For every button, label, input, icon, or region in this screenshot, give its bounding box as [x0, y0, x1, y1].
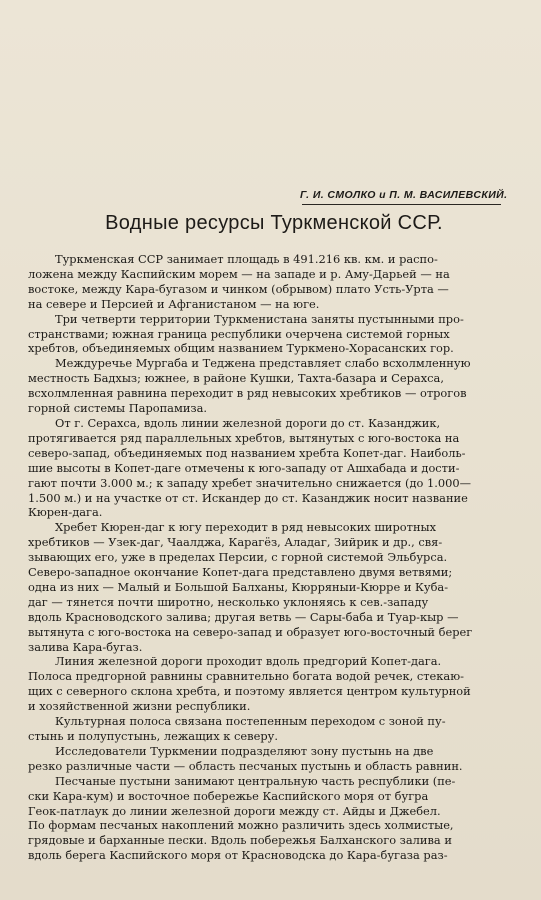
text-line: ложена между Каспийским морем — на западе и р. Аму-Дарьей — на	[28, 266, 450, 281]
paragraph	[28, 714, 520, 744]
article-body	[28, 252, 520, 863]
text-line: резко различные части — область песчаных пустынь и область равнин.	[28, 758, 463, 773]
text-line: залива Кара-бугаз.	[28, 639, 143, 654]
text-line: Северо-западное окончание Копет-дага представлено двумя ветвями;	[28, 565, 453, 580]
text-line: вытянута с юго-востока на северо-запад и образует юго-восточный берег	[28, 624, 473, 639]
text-line: странствами; южная граница республики очерчена системой горных	[28, 326, 450, 341]
authors-underline	[302, 204, 501, 205]
article-title: Водные ресурсы Туркменской ССР.	[105, 212, 443, 234]
text-line: стынь и полупустынь, лежащих к северу.	[28, 729, 278, 743]
text-line: По формам песчаных накоплений можно различить здесь холмистые,	[28, 818, 454, 833]
text-line: и хозяйственной жизни республики.	[28, 699, 251, 714]
text-line: зывающих его, уже в пределах Персии, с горной системой Эльбурса.	[28, 550, 448, 565]
text-line: вдоль берега Каспийского моря от Красноводска до Кара-бугаза раз-	[28, 848, 448, 863]
paragraph	[28, 252, 520, 312]
text-line: Междуречье Мургаба и Теджена представляет слабо всхолмленную	[55, 356, 471, 371]
text-line: ски Кара-кум) и восточное побережье Каспийского моря от бугра	[28, 788, 429, 803]
text-line: хребтов, объединяемых общим названием Туркмено-Хорасанских гор.	[28, 341, 454, 356]
text-line: Исследователи Туркмении подразделяют зону пустынь на две	[55, 743, 434, 758]
text-line: шие высоты в Копет-даге отмечены к юго-западу от Ашхабада и дости-	[28, 460, 460, 475]
paragraph	[28, 356, 520, 416]
text-line: Туркменская ССР занимает площадь в 491.216 кв. км. и распо-	[55, 252, 438, 266]
text-line: вдоль Красноводского залива; другая ветвь — Сары-баба и Туар-кыр —	[28, 609, 459, 624]
text-line: Кюрен-дага.	[28, 505, 103, 520]
text-line: горной системы Паропамиза.	[28, 401, 208, 416]
paragraph	[28, 520, 520, 654]
text-line: востоке, между Кара-бугазом и чинком (обрывом) плато Усть-Урта —	[28, 281, 449, 296]
text-line: одна из них — Малый и Большой Балханы, Кюрряныи-Кюрре и Куба-	[28, 579, 449, 594]
text-line: протягивается ряд параллельных хребтов, вытянутых с юго-востока на	[28, 430, 460, 445]
text-line: даг — тянется почти широтно, несколько уклоняясь к сев.-западу	[28, 594, 429, 609]
text-line: северо-запад, объединяемых под названием хребта Копет-даг. Наиболь-	[28, 445, 466, 460]
text-line: на севере и Персией и Афганистаном — на юге.	[28, 296, 320, 311]
text-line: Песчаные пустыни занимают центральную часть республики (пе-	[55, 773, 456, 788]
text-line: щих с северного склона хребта, и поэтому является центром культурной	[28, 684, 471, 699]
paragraph	[28, 416, 520, 520]
text-line: грядовые и барханные пески. Вдоль побережья Балханского залива и	[28, 833, 452, 848]
text-line: От г. Серахса, вдоль линии железной дороги до ст. Казанджик,	[55, 415, 441, 430]
paragraph	[28, 774, 520, 863]
text-line: Геок-патлаук до линии железной дороги между ст. Айды и Джебел.	[28, 803, 441, 818]
text-line: Линия железной дороги проходит вдоль предгорий Копет-дага.	[55, 654, 442, 669]
authors-line: Г. И. СМОЛКО и П. М. ВАСИЛЕВСКИЙ.	[300, 189, 508, 201]
text-line: Полоса предгорной равнины сравнительно богата водой речек, стекаю-	[28, 669, 464, 684]
paragraph	[28, 654, 520, 714]
text-line: хребтиков — Узек-даг, Чаалджа, Карагёз, Аладаг, Зийрик и др., свя-	[28, 535, 443, 550]
paragraph	[28, 312, 520, 357]
text-line: Три четверти территории Туркменистана заняты пустынными про-	[55, 311, 464, 326]
text-line: всхолмленная равнина переходит в ряд невысоких хребтиков — отрогов	[28, 386, 467, 401]
text-line: 1.500 м.) и на участке от ст. Искандер до ст. Казанджик носит название	[28, 490, 468, 505]
text-line: гают почти 3.000 м.; к западу хребет значительно снижается (до 1.000—	[28, 475, 471, 490]
text-line: Культурная полоса связана постепенным переходом с зоной пу-	[55, 714, 446, 729]
text-line: местность Бадхыз; южнее, в районе Кушки, Тахта-базара и Серахса,	[28, 371, 444, 386]
paragraph	[28, 744, 520, 774]
text-line: Хребет Кюрен-даг к югу переходит в ряд невысоких широтных	[55, 520, 437, 535]
